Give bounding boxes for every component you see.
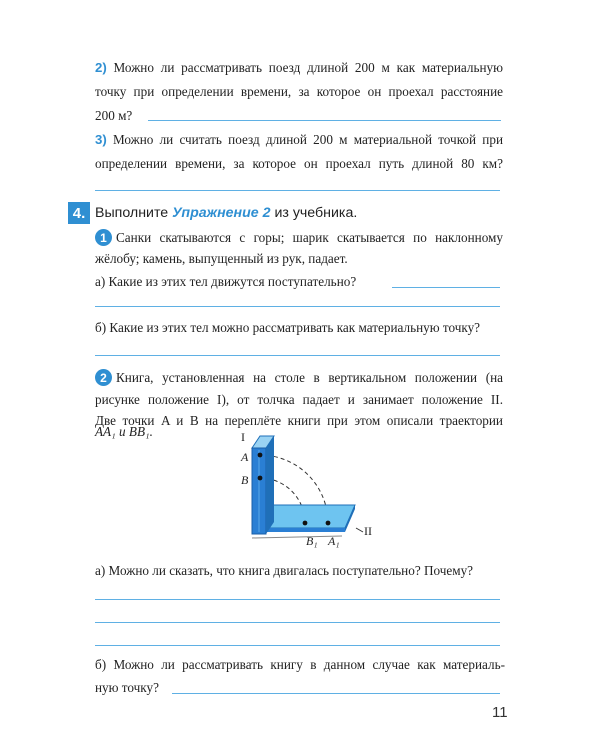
page-number: 11 [492,704,508,721]
point-B1 [303,521,308,526]
ex1-line1: Санки скатываются с горы; шарик скатывается по наклонному [116,230,503,245]
figure-label-B: B [241,473,249,487]
q2-line1 [95,60,503,76]
q3-line1 [95,132,503,148]
ex2-line2: рисунке положение I), от толчка падает и занимает положение II. [95,392,503,407]
book-position-II [260,505,355,528]
ex2-question-b-line2: ную точку? [95,680,159,695]
ex2-question-a: а) Можно ли сказать, что книга двигалась поступательно? Почему? [95,563,474,578]
q3-text-1: Можно ли считать поезд длиной 200 м материальной точкой при [112,132,504,147]
point-A1 [326,521,331,526]
ex2-answer-a-line-2[interactable] [95,622,500,623]
q3-answer-line[interactable] [95,190,500,191]
ex2-line1: Книга, установленная на столе в вертикальном положении (на [116,370,503,385]
q2-line3: 200 м? [95,108,133,123]
ex1-line2: жёлобу; камень, выпущенный из рук, падает. [95,251,348,266]
book-figure [230,428,380,556]
q3-line2: определении времени, за которое он проехал путь длиной 80 км? [95,156,503,171]
q2-line2: точку при определении времени, за которое он проехал расстояние [95,84,503,99]
ex2-answer-b-line[interactable] [172,693,500,694]
ex1-answer-b-line[interactable] [95,355,500,356]
point-A [258,453,263,458]
figure-label-II: II [364,524,372,538]
ex1-number: 1 [95,229,112,246]
q2-text-1: Можно ли рассматривать поезд длиной 200 м как материальную [113,60,503,75]
q2-number: 2) [95,60,107,75]
task4-badge: 4. [68,202,90,224]
q2-answer-line[interactable] [148,120,501,121]
book-position-I-side [266,436,274,534]
figure-label-A: A [241,450,249,464]
figure-label-I: I [241,430,245,444]
ex2-number: 2 [95,369,112,386]
task4-title-suffix: из учебника. [274,205,358,221]
ex1-question-a: а) Какие из этих тел движутся поступательно? [95,274,357,289]
q3-number: 3) [95,132,107,147]
ex2-answer-a-line-3[interactable] [95,645,500,646]
task4-title [95,205,357,221]
task4-exercise-link: Упражнение 2 [172,205,271,221]
point-B [258,476,263,481]
task4-title-prefix: Выполните [95,205,169,221]
ex2-question-b-line1: б) Можно ли рассматривать книгу в данном случае как материаль- [95,657,505,672]
figure-label-A1: A₁ [328,534,340,548]
ex2-answer-a-line-1[interactable] [95,599,500,600]
figure-label-B1: B₁ [306,534,318,548]
ex2-line3: Две точки A и B на переплёте книги при этом описали траектории [95,413,503,428]
book-position-II-edge [260,528,345,532]
label-II-pointer [356,528,363,532]
ex1-question-b: б) Какие из этих тел можно рассматривать как материальную точку? [95,320,481,335]
ex1-answer-a-line-2[interactable] [95,306,500,307]
ex2-line4: AA₁ и BB₁. [95,424,153,439]
ex1-answer-a-line-1[interactable] [392,287,500,288]
